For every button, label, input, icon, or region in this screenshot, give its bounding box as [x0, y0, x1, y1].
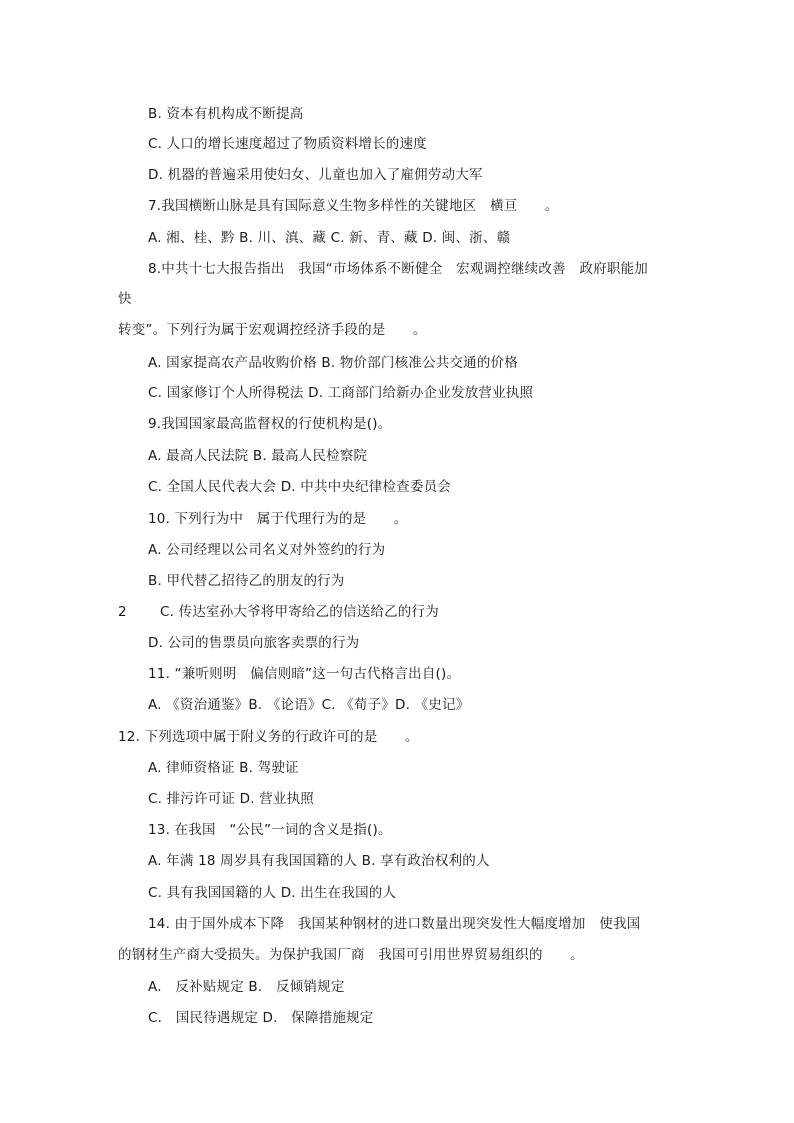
- options-13-cd: C. 具有我国国籍的人 D. 出生在我国的人: [148, 885, 397, 901]
- options-9-ab: A. 最高人民法院 B. 最高人民检察院: [148, 448, 368, 464]
- option-6d: D. 机器的普遍采用使妇女、儿童也加入了雇佣劳动大军: [148, 167, 483, 183]
- options-7: A. 湘、桂、黔 B. 川、滇、藏 C. 新、青、藏 D. 闽、浙、赣: [148, 230, 511, 246]
- option-6b: B. 资本有机构成不断提高: [148, 106, 304, 122]
- option-10b: B. 甲代替乙招待乙的朋友的行为: [148, 573, 345, 589]
- options-12-cd: C. 排污许可证 D. 营业执照: [148, 791, 314, 807]
- options-8-ab: A. 国家提高农产品收购价格 B. 物价部门核准公共交通的价格: [148, 355, 518, 371]
- options-12-ab: A. 律师资格证 B. 驾驶证: [148, 760, 299, 776]
- question-13: 13. 在我国 “公民”一词的含义是指()。: [148, 822, 392, 838]
- question-14-line1: 14. 由于国外成本下降 我国某种钢材的进口数量出现突发性大幅度增加 使我国: [148, 916, 641, 932]
- options-14-ab: A. 反补贴规定 B. 反倾销规定: [148, 979, 345, 995]
- question-9: 9.我国国家最高监督权的行使机构是()。: [148, 416, 392, 432]
- options-8-cd: C. 国家修订个人所得税法 D. 工商部门给新办企业发放营业执照: [148, 385, 534, 401]
- option-6c: C. 人口的增长速度超过了物质资料增长的速度: [148, 136, 427, 152]
- page-margin-number: 2: [118, 604, 127, 620]
- question-7: 7.我国横断山脉是具有国际意义生物多样性的关键地区 横亘 。: [148, 198, 559, 214]
- options-9-cd: C. 全国人民代表大会 D. 中共中央纪律检查委员会: [148, 479, 451, 495]
- option-10c: C. 传达室孙大爷将甲寄给乙的信送给乙的行为: [160, 604, 439, 620]
- option-10d: D. 公司的售票员向旅客卖票的行为: [148, 635, 360, 651]
- question-11: 11. “兼听则明 偏信则暗”这一句古代格言出自()。: [148, 666, 461, 682]
- question-12: 12. 下列选项中属于附义务的行政许可的是 。: [118, 729, 419, 745]
- options-11: A. 《资治通鉴》B. 《论语》C. 《荀子》D. 《史记》: [148, 697, 470, 713]
- question-8-line3: 转变”。下列行为属于宏观调控经济手段的是 。: [118, 322, 427, 338]
- option-10a: A. 公司经理以公司名义对外签约的行为: [148, 542, 386, 558]
- options-14-cd: C. 国民待遇规定 D. 保障措施规定: [148, 1010, 374, 1026]
- question-8-line1: 8.中共十七大报告指出 我国“市场体系不断健全 宏观调控继续改善 政府职能加: [148, 261, 648, 277]
- question-14-line2: 的钢材生产商大受损失。为保护我国厂商 我国可引用世界贸易组织的 。: [118, 947, 584, 963]
- question-10: 10. 下列行为中 属于代理行为的是 。: [148, 511, 408, 527]
- options-13-ab: A. 年满 18 周岁具有我国国籍的人 B. 享有政治权利的人: [148, 853, 490, 869]
- question-8-line2: 快: [118, 291, 132, 307]
